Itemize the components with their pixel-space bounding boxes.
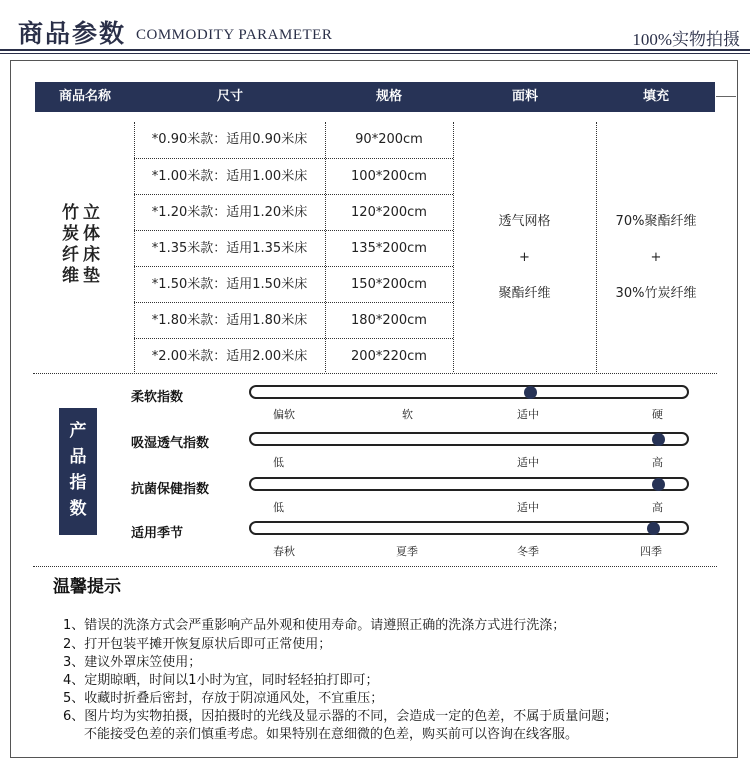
- tip-line: 4、定期晾晒，时间以1小时为宜，同时轻轻拍打即可；: [63, 673, 379, 688]
- tip-line: 5、收藏时折叠后密封，存放于阴凉通风处，不宜重压；: [63, 691, 384, 706]
- decorative-connector: [716, 96, 736, 97]
- col-header-filling: 填充: [642, 89, 669, 104]
- size-cell: *1.50米款：适用1.50米床: [151, 277, 308, 292]
- tick-label: 冬季: [517, 545, 539, 558]
- table-row: [134, 338, 453, 375]
- spec-cell: 100*200cm: [351, 169, 427, 184]
- table-row: [134, 194, 453, 230]
- filling-line: 30%竹炭纤维: [615, 286, 697, 301]
- fabric-info: [453, 204, 596, 312]
- antibacterial-track: [249, 477, 689, 491]
- badge-char: 品: [69, 447, 87, 467]
- tick-label: 春秋: [273, 545, 295, 558]
- index-label-softness: 柔软指数: [131, 390, 184, 405]
- softness-knob: [524, 386, 537, 399]
- tick-label: 高: [652, 501, 663, 514]
- tip-line: 3、建议外罩床笠使用；: [63, 655, 202, 670]
- product-name-char: 垫: [83, 266, 100, 286]
- header-divider-thin: [0, 53, 750, 54]
- breathability-knob: [652, 433, 665, 446]
- section-divider: [33, 373, 717, 374]
- tick-label: 软: [402, 408, 413, 421]
- product-name-char: 竹: [62, 203, 79, 223]
- spec-cell: 135*200cm: [351, 241, 427, 256]
- spec-cell: 150*200cm: [351, 277, 427, 292]
- tick-label: 硬: [652, 408, 663, 421]
- spec-cell: 180*200cm: [351, 313, 427, 328]
- product-name-char: 床: [83, 245, 100, 265]
- softness-track: [249, 385, 689, 399]
- table-row: [134, 158, 453, 194]
- size-rows: [134, 122, 453, 375]
- filling-line: 70%聚酯纤维: [615, 214, 697, 229]
- index-label-season: 适用季节: [131, 526, 184, 541]
- tip-line: 不能接受色差的亲们慎重考虑。如果特别在意细微的色差，购买前可以咨询在线客服。: [84, 727, 579, 742]
- tip-line: 6、图片均为实物拍摄，因拍摄时的光线及显示器的不同，会造成一定的色差，不属于质量问题；: [63, 709, 618, 724]
- size-cell: *2.00米款：适用2.00米床: [151, 349, 308, 364]
- tick-label: 高: [652, 456, 663, 469]
- tick-label: 偏软: [273, 408, 295, 421]
- table-row: [134, 230, 453, 266]
- badge-char: 指: [69, 473, 87, 493]
- table-row: [134, 266, 453, 302]
- spec-cell: 90*200cm: [355, 132, 423, 147]
- filling-line: +: [650, 250, 662, 265]
- col-header-spec: 规格: [375, 89, 402, 104]
- size-cell: *1.80米款：适用1.80米床: [151, 313, 308, 328]
- product-name-char: 炭: [62, 224, 79, 244]
- spec-cell: 120*200cm: [351, 205, 427, 220]
- product-name-char: 立: [83, 203, 100, 223]
- tick-label: 低: [273, 501, 284, 514]
- tip-line: 1、错误的洗涤方式会严重影响产品外观和使用寿命。请遵照正确的洗涤方式进行洗涤；: [63, 618, 566, 633]
- tick-label: 低: [273, 456, 284, 469]
- fabric-line: 透气网格: [498, 214, 551, 229]
- header-divider: [0, 49, 750, 51]
- badge-char: 产: [69, 421, 87, 441]
- tick-label: 适中: [517, 501, 539, 514]
- breathability-track: [249, 432, 689, 446]
- table-row: [134, 122, 453, 158]
- product-name-char: 纤: [62, 245, 79, 265]
- tip-line: 2、打开包装平摊开恢复原状后即可正常使用；: [63, 637, 332, 652]
- badge-char: 数: [69, 499, 87, 519]
- product-name-char: 体: [83, 224, 100, 244]
- section-divider: [33, 566, 717, 567]
- index-label-antibacterial: 抗菌保健指数: [131, 482, 210, 497]
- tick-label: 适中: [517, 456, 539, 469]
- size-cell: *1.00米款：适用1.00米床: [151, 169, 308, 184]
- col-header-fabric: 面料: [511, 89, 538, 104]
- tick-label: 适中: [517, 408, 539, 421]
- size-cell: *1.20米款：适用1.20米床: [151, 205, 308, 220]
- table-row: [134, 302, 453, 338]
- col-header-size: 尺寸: [216, 89, 243, 104]
- page-title: 商品参数: [18, 19, 127, 48]
- product-name-char: 维: [62, 266, 79, 286]
- product-name: [60, 203, 102, 287]
- season-track: [249, 521, 689, 535]
- size-cell: *0.90米款：适用0.90米床: [151, 132, 308, 147]
- tick-label: 夏季: [396, 545, 418, 558]
- index-label-breathability: 吸湿透气指数: [131, 436, 210, 451]
- product-index-badge: [59, 408, 97, 535]
- filling-info: [596, 204, 716, 312]
- spec-cell: 200*220cm: [351, 349, 427, 364]
- tick-label: 四季: [640, 545, 662, 558]
- fabric-line: +: [519, 250, 530, 265]
- size-cell: *1.35米款：适用1.35米床: [151, 241, 308, 256]
- antibacterial-knob: [652, 478, 665, 491]
- col-header-name: 商品名称: [58, 89, 111, 104]
- real-photo-note: 100%实物拍摄: [632, 30, 740, 49]
- fabric-line: 聚酯纤维: [498, 286, 551, 301]
- page-subtitle: COMMODITY PARAMETER: [136, 27, 333, 43]
- tips-title: 温馨提示: [53, 577, 121, 597]
